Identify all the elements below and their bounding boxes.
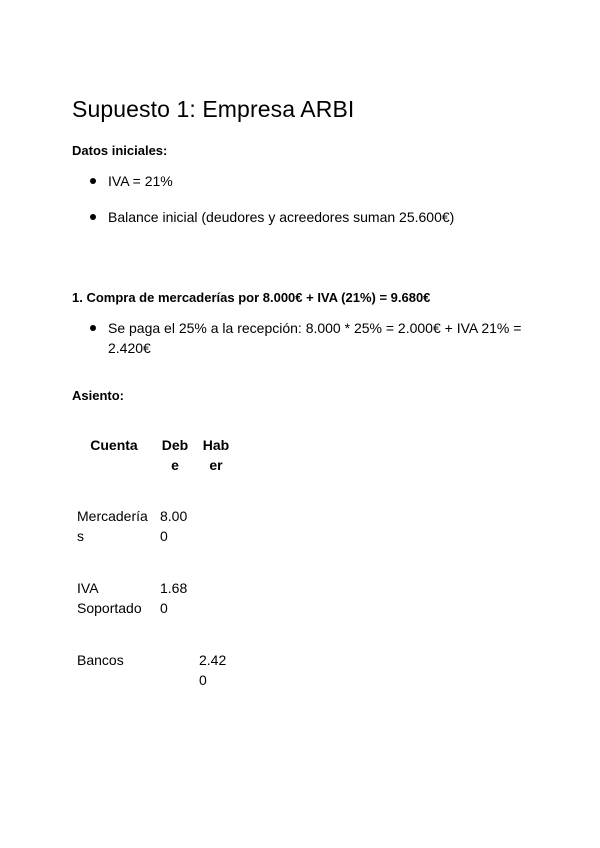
datos-list <box>90 171 540 227</box>
col-header-debe: Debe <box>161 437 189 473</box>
table-cell-cuenta: IVA Soportado <box>77 580 142 616</box>
datos-heading: Datos iniciales: <box>72 143 168 158</box>
col-header-haber: Haber <box>202 437 230 473</box>
bullet-icon <box>90 178 96 184</box>
page-title: Supuesto 1: Empresa ARBI <box>72 96 355 122</box>
table-cell-cuenta: Bancos <box>77 652 124 668</box>
table-cell-haber: 2.420 <box>199 652 227 688</box>
table-cell-debe: 8.000 <box>160 508 188 544</box>
list-item <box>90 318 538 358</box>
list-item-text: IVA = 21% <box>108 173 173 189</box>
list-item <box>90 207 540 227</box>
bullet-icon <box>90 214 96 220</box>
step1-heading: 1. Compra de mercaderías por 8.000€ + IVA (21%) = 9.680€ <box>72 290 431 305</box>
col-header-cuenta: Cuenta <box>90 437 138 453</box>
step1-list <box>90 318 538 358</box>
list-item-text: Se paga el 25% a la recepción: 8.000 * 25% = 2.000€ + IVA 21% = 2.420€ <box>108 320 522 356</box>
list-item <box>90 171 540 191</box>
table-cell-cuenta: Mercaderías <box>77 508 148 544</box>
asiento-heading: Asiento: <box>72 388 124 403</box>
table-cell-debe: 1.680 <box>160 580 188 616</box>
bullet-icon <box>90 325 96 331</box>
list-item-text: Balance inicial (deudores y acreedores suman 25.600€) <box>108 209 455 225</box>
